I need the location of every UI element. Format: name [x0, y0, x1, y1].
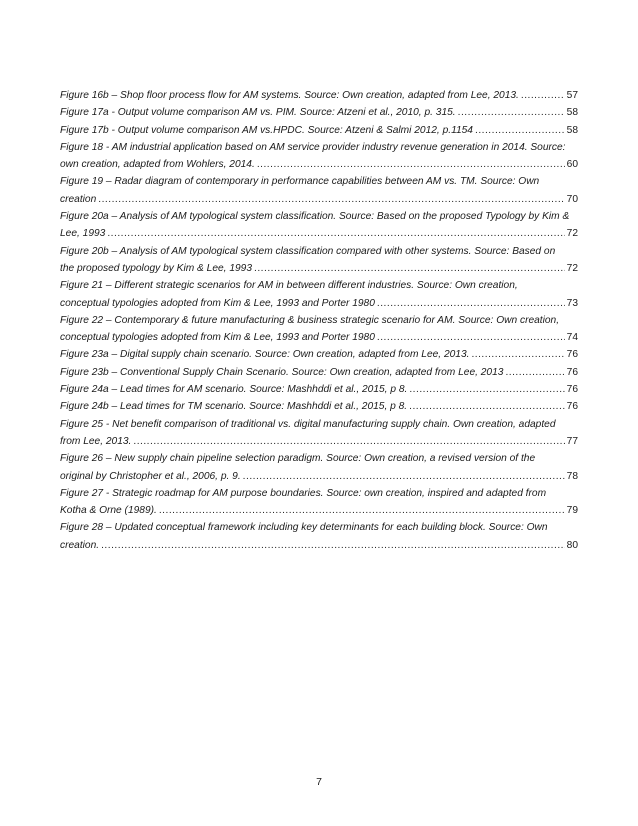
toc-entry-line [60, 450, 578, 467]
toc-entry-text: original by Christopher et al., 2006, p. 9. [60, 470, 241, 482]
dot-leader [475, 122, 565, 139]
toc-entry-text: own creation, adapted from Wohlers, 2014. [60, 159, 255, 171]
toc-entry-page-number: 80 [566, 539, 578, 551]
toc-entry-text: conceptual typologies adopted from Kim & Lee, 1993 and Porter 1980 [60, 332, 375, 344]
toc-entry-last-line [60, 398, 578, 415]
toc-entry[interactable] [60, 122, 578, 139]
toc-entry-page-number: 72 [566, 262, 578, 274]
toc-entry-page-number: 74 [566, 332, 578, 344]
toc-entry-text: conceptual typologies adopted from Kim & Lee, 1993 and Porter 1980 [60, 297, 375, 309]
toc-entry[interactable] [60, 243, 578, 278]
dot-leader [377, 329, 565, 346]
toc-entry-page-number: 78 [566, 470, 578, 482]
toc-entry-text: Kotha & Orne (1989). [60, 505, 157, 517]
toc-entry-text: Figure 23a – Digital supply chain scenario. Source: Own creation, adapted from Lee, 2013. [60, 349, 470, 361]
toc-entry-text: Figure 24b – Lead times for TM scenario. Source: Mashhddi et al., 2015, p 8. [60, 401, 408, 413]
toc-entry-page-number: 73 [566, 297, 578, 309]
toc-entry-page-number: 60 [566, 159, 578, 171]
toc-entry-line [60, 416, 578, 433]
toc-entry-text: Figure 20a – Analysis of AM typological system classification. Source: Based on the proposed Typology by Kim & [60, 211, 570, 223]
toc-entry-last-line [60, 191, 578, 208]
page-number: 7 [316, 776, 322, 788]
toc-entry[interactable] [60, 450, 578, 485]
toc-entry-page-number: 77 [566, 435, 578, 447]
toc-entry[interactable] [60, 104, 578, 121]
toc-entry[interactable] [60, 519, 578, 554]
toc-entry-page-number: 58 [566, 124, 578, 136]
toc-entry-text: Figure 20b – Analysis of AM typological system classification compared with other systems. Source: Based on [60, 245, 556, 257]
toc-entry-text: Figure 23b – Conventional Supply Chain Scenario. Source: Own creation, adapted from Lee, 2013 [60, 366, 504, 378]
toc-entry[interactable] [60, 312, 578, 347]
toc-entry[interactable] [60, 173, 578, 208]
toc-entry-last-line [60, 104, 578, 121]
dot-leader [471, 346, 564, 363]
toc-entry[interactable] [60, 346, 578, 363]
dot-leader [257, 156, 565, 173]
toc-entry-last-line [60, 225, 578, 242]
toc-entry-page-number: 57 [566, 90, 578, 101]
toc-entry-text: Figure 17b - Output volume comparison AM vs.HPDC. Source: Atzeni & Salmi 2012, p.1154 [60, 124, 473, 136]
toc-entry-text: Figure 21 – Different strategic scenarios for AM in between different industries. Source: Own creation, [60, 280, 518, 292]
toc-entry-last-line [60, 329, 578, 346]
toc-entry[interactable] [60, 416, 578, 451]
toc-entry-text: creation [60, 193, 97, 205]
toc-entry-text: Figure 26 – New supply chain pipeline selection paradigm. Source: Own creation, a revised version of the [60, 453, 536, 465]
toc-entry-page-number: 72 [566, 228, 578, 240]
toc-entry-text: Figure 28 – Updated conceptual framework including key determinants for each building block. Source: Own [60, 522, 548, 534]
dot-leader [505, 364, 564, 381]
toc-entry-line [60, 139, 578, 156]
toc-entry[interactable] [60, 87, 578, 104]
toc-entry-text: the proposed typology by Kim & Lee, 1993 [60, 262, 252, 274]
toc-entry-last-line [60, 346, 578, 363]
toc-entry-line [60, 208, 578, 225]
toc-entry-text: Lee, 1993 [60, 228, 106, 240]
dot-leader [458, 104, 565, 121]
toc-entry-page-number: 76 [566, 384, 578, 396]
toc-entry-page-number: 70 [566, 193, 578, 205]
toc-entry-text: Figure 27 - Strategic roadmap for AM purpose boundaries. Source: own creation, inspired and adapted from [60, 487, 547, 499]
toc-entry-line [60, 277, 578, 294]
toc-entry-text: from Lee, 2013. [60, 435, 132, 447]
toc-entry[interactable] [60, 485, 578, 520]
toc-entry[interactable] [60, 364, 578, 381]
toc-entry-text: creation. [60, 539, 100, 551]
toc-entry-line [60, 173, 578, 190]
dot-leader [243, 468, 565, 485]
dot-leader [521, 87, 565, 104]
toc-entry-last-line [60, 433, 578, 450]
toc-entry-text: Figure 16b – Shop floor process flow for AM systems. Source: Own creation, adapted from Lee, 2013. [60, 90, 519, 101]
toc-entry[interactable] [60, 381, 578, 398]
dot-leader [377, 295, 565, 312]
dot-leader [409, 398, 565, 415]
toc-entry-page-number: 79 [566, 505, 578, 517]
toc-entry-last-line [60, 295, 578, 312]
toc-entry-page-number: 58 [566, 107, 578, 119]
dot-leader [409, 381, 564, 398]
toc-entry-text: Figure 18 - AM industrial application based on AM service provider industry revenue generation in 2014. Source: [60, 141, 566, 153]
toc-entry-text: Figure 19 – Radar diagram of contemporary in performance capabilities between AM vs. TM. Source: Own [60, 176, 540, 188]
toc-entry-line [60, 312, 578, 329]
toc-entry-last-line [60, 502, 578, 519]
toc-entry-last-line [60, 122, 578, 139]
toc-entry-last-line [60, 260, 578, 277]
toc-entry-last-line [60, 87, 578, 104]
toc-entry-page-number: 76 [566, 401, 578, 413]
dot-leader [98, 191, 564, 208]
toc-entry-page-number: 76 [566, 366, 578, 378]
dot-leader [133, 433, 564, 450]
toc-entry-last-line [60, 381, 578, 398]
toc-entry-last-line [60, 156, 578, 173]
toc-entry[interactable] [60, 139, 578, 174]
list-of-figures [60, 87, 578, 554]
toc-entry[interactable] [60, 208, 578, 243]
toc-entry[interactable] [60, 277, 578, 312]
toc-entry-last-line [60, 364, 578, 381]
toc-entry-line [60, 243, 578, 260]
toc-entry-text: Figure 25 - Net benefit comparison of traditional vs. digital manufacturing supply chain. Own creation, adapted [60, 418, 556, 430]
dot-leader [101, 537, 565, 554]
toc-entry-text: Figure 24a – Lead times for AM scenario. Source: Mashhddi et al., 2015, p 8. [60, 384, 408, 396]
toc-entry-last-line [60, 537, 578, 554]
toc-entry-page-number: 76 [566, 349, 578, 361]
toc-entry-text: Figure 17a - Output volume comparison AM vs. PIM. Source: Atzeni et al., 2010, p. 315. [60, 107, 456, 119]
dot-leader [159, 502, 565, 519]
toc-entry[interactable] [60, 398, 578, 415]
toc-entry-last-line [60, 468, 578, 485]
toc-entry-line [60, 519, 578, 536]
toc-entry-text: Figure 22 – Contemporary & future manufacturing & business strategic scenario for AM. Source: Own creation, [60, 314, 560, 326]
toc-entry-line [60, 485, 578, 502]
dot-leader [107, 225, 564, 242]
dot-leader [254, 260, 565, 277]
